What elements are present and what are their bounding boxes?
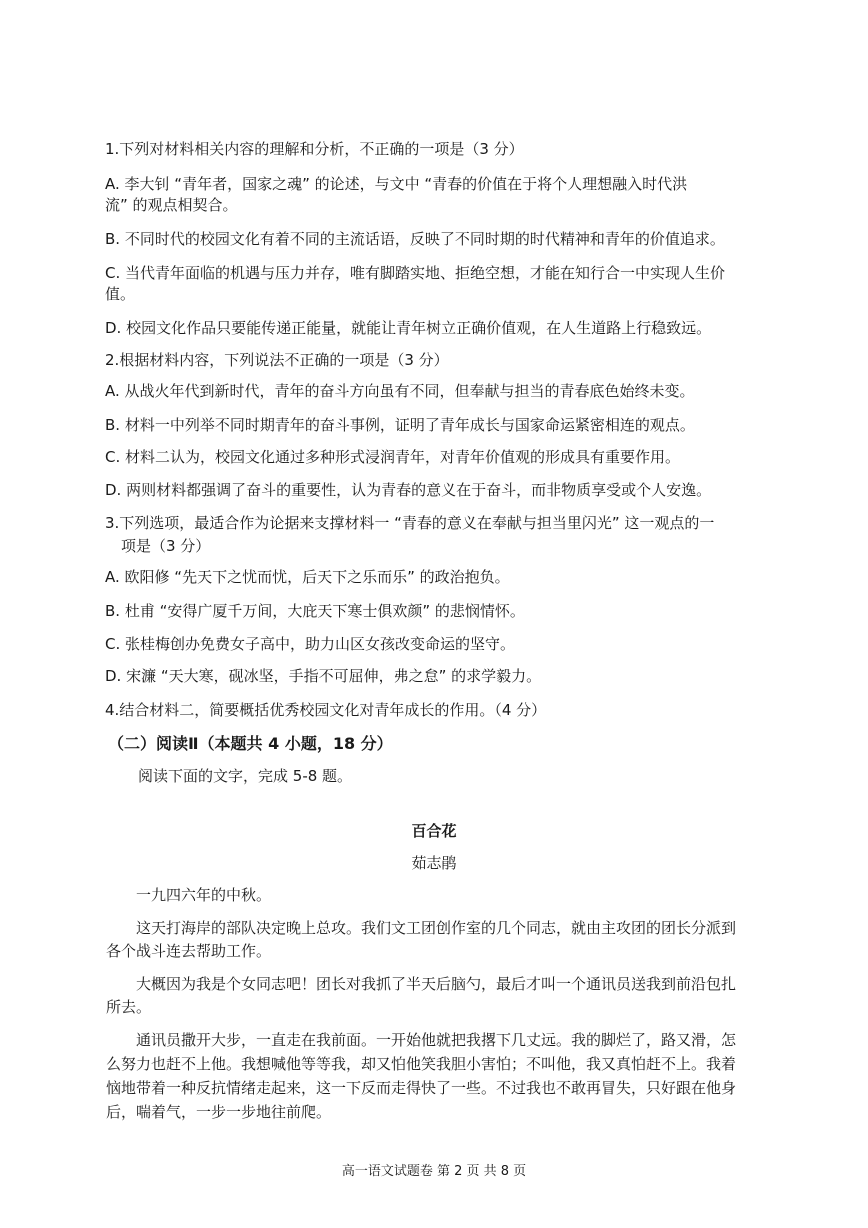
q2-option-b: B. 材料一中列举不同时期青年的奋斗事例，证明了青年成长与国家命运紧密相连的观点。 [105, 416, 695, 434]
q3-option-a: A. 欧阳修 “先天下之忧而忧，后天下之乐而乐” 的政治抱负。 [105, 568, 510, 586]
story-paragraph-1: 一九四六年的中秋。 [136, 886, 272, 904]
q2-option-a: A. 从战火年代到新时代，青年的奋斗方向虽有不同，但奉献与担当的青春底色始终未变。 [105, 382, 695, 400]
q3-option-b: B. 杜甫 “安得广厦千万间，大庇天下寒士俱欢颜” 的悲悯情怀。 [105, 602, 525, 620]
q4-stem: 4.结合材料二，简要概括优秀校园文化对青年成长的作用。（4 分） [105, 701, 547, 719]
story-title: 百合花 [411, 822, 457, 840]
story-author: 茹志鹃 [411, 854, 457, 872]
q1-option-a: A. 李大钊 “青年者，国家之魂” 的论述，与文中 “青春的价值在于将个人理想融入时代洪 [105, 175, 688, 193]
q1-option-d: D. 校园文化作品只要能传递正能量，就能让青年树立正确价值观，在人生道路上行稳致远。 [105, 319, 712, 337]
story-paragraph-4: 通讯员撒开大步，一直走在我前面。一开始他就把我撂下几丈远。我的脚烂了，路又滑，怎 [136, 1031, 737, 1049]
story-paragraph-4-cont1: 么努力也赶不上他。我想喊他等等我，却又怕他笑我胆小害怕；不叫他，我又真怕赶不上。我着 [106, 1055, 737, 1073]
q2-stem: 2.根据材料内容，下列说法不正确的一项是（3 分） [105, 351, 449, 369]
q1-option-c: C. 当代青年面临的机遇与压力并存，唯有脚踏实地、拒绝空想，才能在知行合一中实现人生价 [105, 264, 726, 282]
q1-option-c-cont: 值。 [105, 285, 136, 303]
story-paragraph-4-cont2: 恼地带着一种反抗情绪走起来，这一下反而走得快了一些。不过我也不敢再冒失，只好跟在他身 [106, 1079, 737, 1097]
q3-option-d: D. 宋濂 “天大寒，砚冰坚，手指不可屈伸，弗之怠” 的求学毅力。 [105, 667, 542, 685]
story-paragraph-3-cont: 所去。 [106, 998, 152, 1016]
story-paragraph-3: 大概因为我是个女同志吧！团长对我抓了半天后脑勺，最后才叫一个通讯员送我到前沿包扎 [136, 975, 737, 993]
q1-option-b: B. 不同时代的校园文化有着不同的主流话语，反映了不同时期的时代精神和青年的价值追求。 [105, 230, 725, 248]
q3-stem-cont: 项是（3 分） [121, 537, 211, 555]
q2-option-d: D. 两则材料都强调了奋斗的重要性，认为青春的意义在于奋斗，而非物质享受或个人安逸。 [105, 481, 712, 499]
page-footer: 高一语文试题卷 第 2 页 共 8 页 [341, 1164, 527, 1179]
q1-stem: 1.下列对材料相关内容的理解和分析，不正确的一项是（3 分） [105, 140, 524, 158]
story-paragraph-2: 这天打海岸的部队决定晚上总攻。我们文工团创作室的几个同志，就由主攻团的团长分派到 [136, 919, 737, 937]
q3-option-c: C. 张桂梅创办免费女子高中，助力山区女孩改变命运的坚守。 [105, 635, 516, 653]
section-instruction: 阅读下面的文字，完成 5-8 题。 [138, 767, 353, 785]
q1-option-a-cont: 流” 的观点相契合。 [105, 196, 238, 214]
q2-option-c: C. 材料二认为，校园文化通过多种形式浸润青年，对青年价值观的形成具有重要作用。 [105, 448, 681, 466]
story-paragraph-2-cont: 各个战斗连去帮助工作。 [106, 942, 272, 960]
section-heading: （二）阅读Ⅱ（本题共 4 小题，18 分） [108, 734, 393, 753]
story-paragraph-4-cont3: 后，喘着气，一步一步地往前爬。 [106, 1103, 332, 1121]
q3-stem: 3.下列选项，最适合作为论据来支撑材料一 “青春的意义在奉献与担当里闪光” 这一观点的一 [105, 514, 715, 532]
